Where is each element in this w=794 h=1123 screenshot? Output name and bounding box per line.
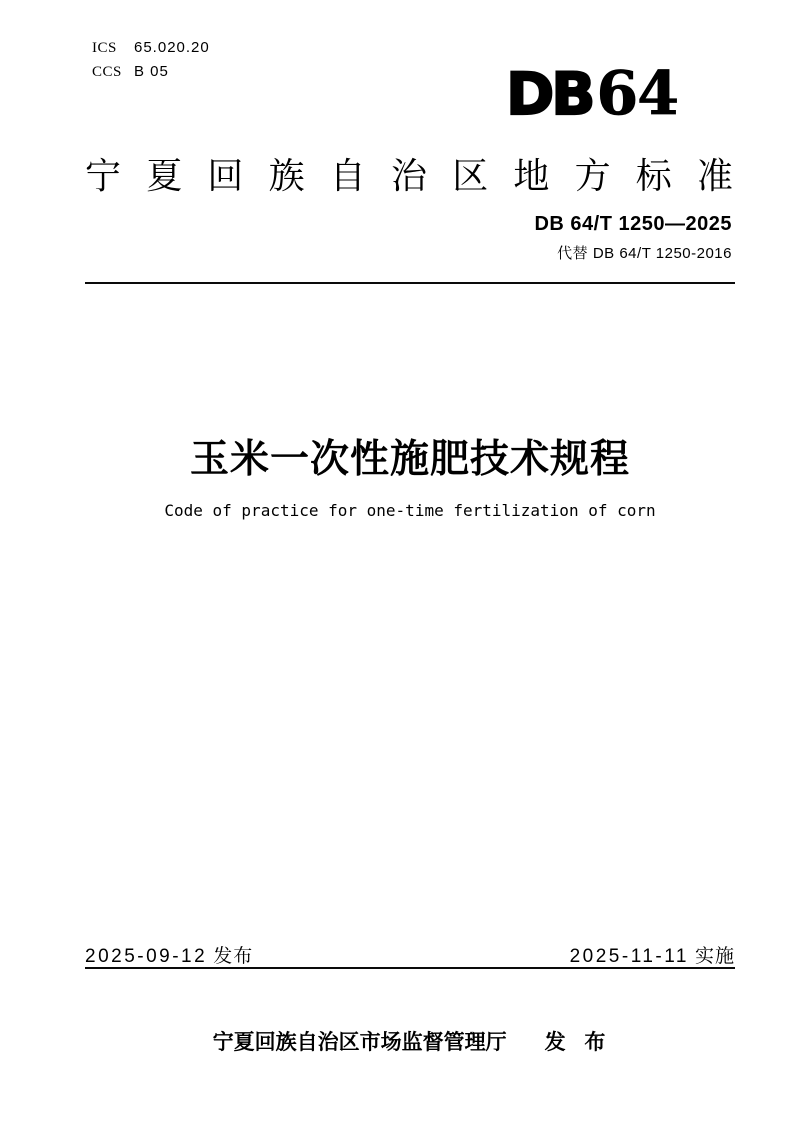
ccs-code-row — [92, 60, 210, 84]
db64-logo-db: DB — [506, 60, 593, 128]
publish-label: 发 布 — [544, 1031, 608, 1054]
replaced-standard-note: 代替 DB 64/T 1250-2016 — [557, 245, 732, 262]
implement-date: 2025-11-11 — [569, 946, 689, 967]
ics-value: 65.020.20 — [134, 39, 210, 56]
footer-rule — [85, 967, 735, 969]
issue-label: 发布 — [213, 946, 254, 967]
publisher-row — [85, 1026, 735, 1056]
publisher-name: 宁夏回族自治区市场监督管理厅 — [212, 1031, 507, 1054]
ccs-value: B 05 — [134, 63, 169, 80]
ccs-label: CCS — [92, 64, 122, 80]
db64-logo — [506, 59, 678, 129]
issue-date-group — [85, 941, 253, 968]
ics-label: ICS — [92, 40, 117, 56]
issue-date: 2025-09-12 — [85, 946, 208, 967]
implement-date-group — [570, 941, 735, 968]
standard-title-en: Code of practice for one-time fertilization of corn — [164, 501, 656, 520]
standard-number: DB 64/T 1250—2025 — [534, 213, 732, 235]
date-row — [85, 941, 735, 968]
standard-category-heading: 宁夏回族自治区地方标准 — [85, 155, 733, 196]
ics-code-row — [92, 36, 210, 60]
standard-title-cn: 玉米一次性施肥技术规程 — [189, 438, 630, 481]
header-rule — [85, 282, 735, 284]
implement-label: 实施 — [694, 946, 735, 967]
classification-codes — [92, 36, 210, 84]
db64-logo-number: 64 — [596, 59, 678, 129]
